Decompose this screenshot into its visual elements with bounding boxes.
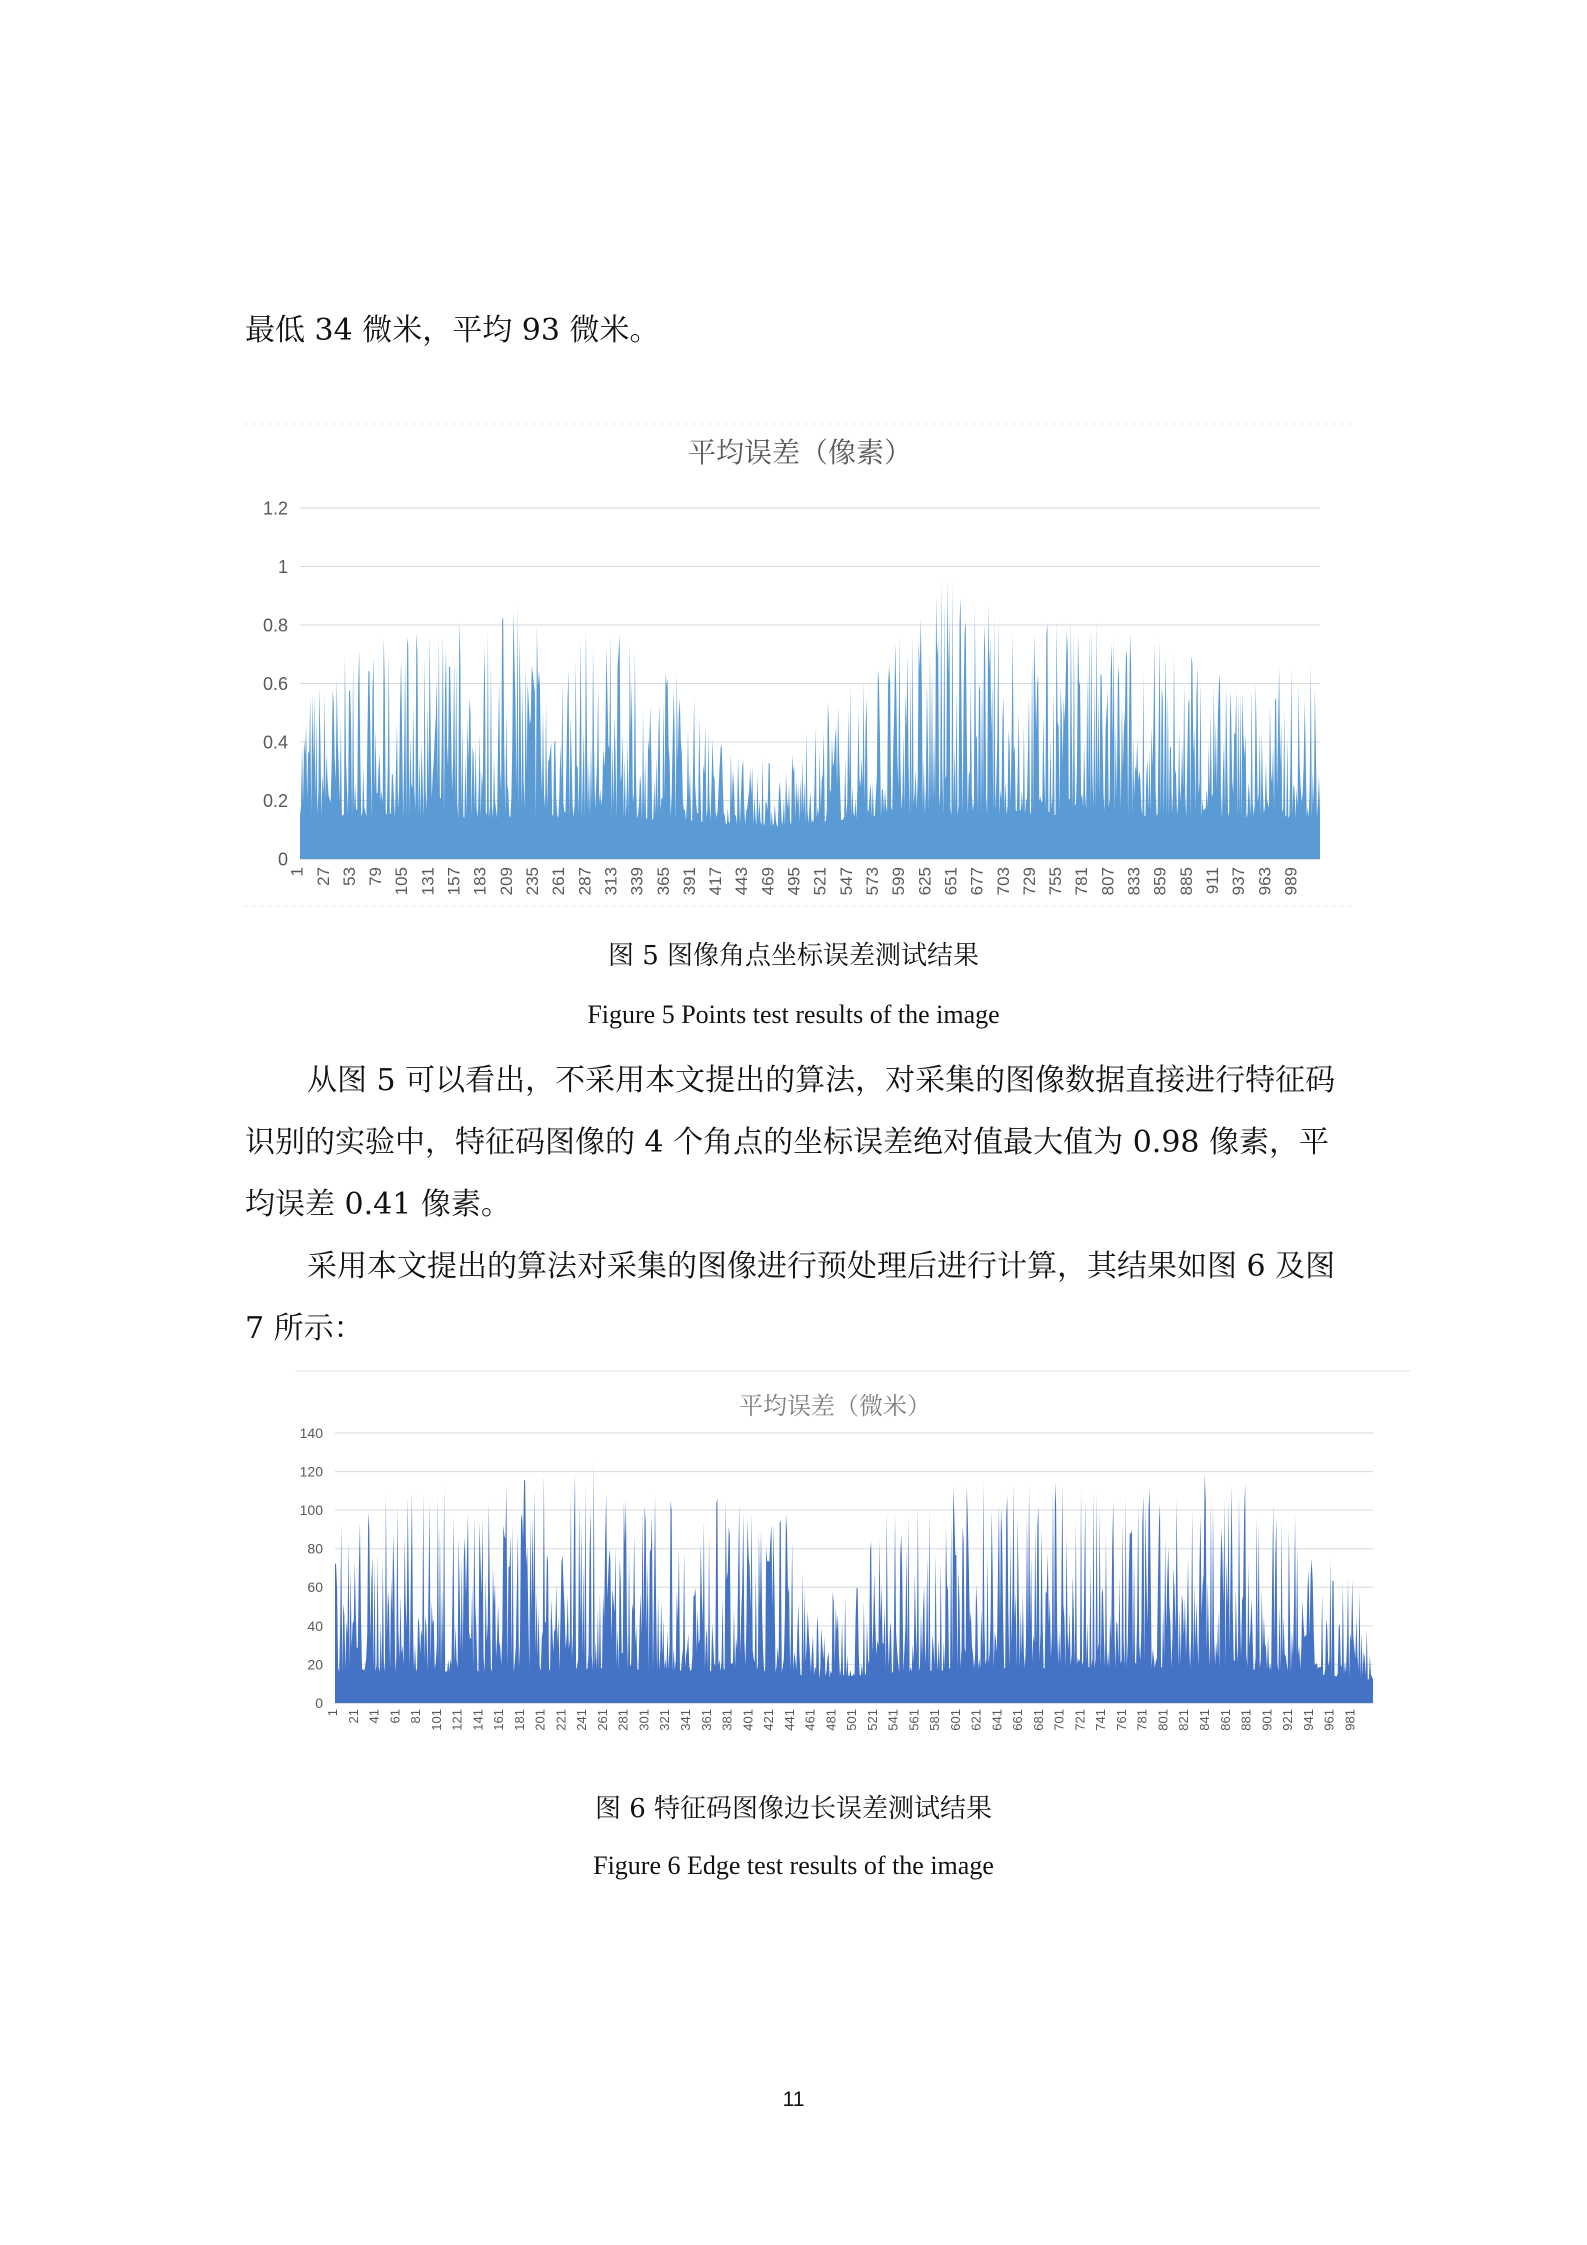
x-tick-label: 1: [325, 1709, 341, 1717]
x-tick-label: 301: [636, 1709, 652, 1731]
y-tick-label: 0.6: [262, 673, 288, 694]
x-tick-label: 443: [732, 867, 752, 896]
x-tick-label: 313: [601, 867, 621, 896]
page-number: 11: [782, 2088, 805, 2111]
x-tick-label: 105: [392, 867, 412, 896]
figure6-chart: [295, 1370, 1410, 1770]
x-tick-label: 621: [968, 1709, 984, 1731]
x-tick-label: 27: [313, 867, 333, 886]
x-tick-label: 885: [1176, 867, 1196, 896]
x-tick-label: 521: [864, 1709, 880, 1731]
x-tick-label: 981: [1342, 1709, 1358, 1731]
x-tick-label: 391: [679, 867, 699, 896]
x-tick-label: 287: [575, 867, 595, 896]
x-tick-label: 561: [906, 1709, 922, 1731]
x-tick-label: 721: [1072, 1709, 1088, 1731]
x-tick-label: 859: [1150, 867, 1170, 896]
x-tick-label: 801: [1155, 1709, 1171, 1731]
chart5-title: 平均误差（像素）: [687, 437, 913, 468]
x-tick-label: 101: [428, 1709, 444, 1731]
chart6-title: 平均误差（微米）: [739, 1393, 931, 1420]
x-tick-label: 729: [1019, 867, 1039, 896]
x-tick-label: 235: [523, 867, 542, 896]
x-tick-label: 321: [657, 1709, 673, 1731]
y-tick-label: 120: [299, 1463, 323, 1480]
figure6-caption-cn: 图 6 特征码图像边长误差测试结果: [594, 1794, 993, 1824]
x-tick-label: 911: [1203, 867, 1222, 895]
x-tick-label: 209: [496, 867, 516, 896]
x-tick-label: 601: [947, 1709, 963, 1731]
figure5-caption-en: Figure 5 Points test results of the image: [587, 1000, 1000, 1029]
x-tick-label: 131: [418, 867, 438, 896]
x-tick-label: 1: [287, 867, 307, 877]
x-tick-label: 121: [449, 1709, 465, 1731]
y-tick-label: 0: [315, 1694, 323, 1711]
paragraph-1: 从图 5 可以看出，不采用本文提出的算法，对采集的图像数据直接进行特征码识别的实验中，特征码图像的 4 个角点的坐标误差绝对值最大值为 0.98 像素，平均误差 0.41 像素。: [245, 1063, 1336, 1222]
x-tick-label: 181: [511, 1709, 527, 1731]
x-tick-label: 261: [594, 1709, 610, 1731]
x-tick-label: 921: [1280, 1709, 1296, 1731]
x-tick-label: 79: [366, 867, 386, 886]
y-tick-label: 140: [299, 1424, 323, 1441]
x-tick-label: 833: [1124, 867, 1144, 896]
x-tick-label: 381: [719, 1709, 735, 1731]
x-tick-label: 681: [1030, 1709, 1046, 1731]
x-tick-label: 961: [1321, 1709, 1337, 1731]
x-tick-label: 989: [1281, 867, 1301, 896]
x-tick-label: 81: [408, 1709, 424, 1724]
x-tick-label: 781: [1072, 867, 1092, 896]
x-tick-label: 547: [836, 867, 856, 896]
x-tick-label: 841: [1196, 1709, 1212, 1731]
x-tick-label: 761: [1113, 1709, 1129, 1731]
x-tick-label: 221: [553, 1709, 569, 1731]
x-tick-label: 361: [698, 1709, 714, 1731]
intro-line: 最低 34 微米，平均 93 微米。: [245, 313, 660, 348]
y-tick-label: 20: [307, 1656, 323, 1673]
x-tick-label: 625: [915, 867, 935, 896]
x-tick-label: 161: [491, 1709, 507, 1731]
x-tick-label: 741: [1093, 1709, 1109, 1731]
paragraph-2: 采用本文提出的算法对采集的图像进行预处理后进行计算，其结果如图 6 及图 7 所示：: [245, 1249, 1336, 1346]
x-tick-label: 703: [993, 867, 1013, 896]
x-tick-label: 421: [761, 1709, 777, 1731]
x-tick-label: 941: [1300, 1709, 1316, 1731]
x-tick-label: 861: [1217, 1709, 1233, 1731]
x-tick-label: 61: [387, 1709, 403, 1724]
x-tick-label: 417: [706, 867, 726, 896]
x-tick-label: 281: [615, 1709, 631, 1731]
x-tick-label: 781: [1134, 1709, 1150, 1731]
chart6-area-series: [335, 1460, 1373, 1703]
x-tick-label: 651: [941, 867, 961, 896]
x-tick-label: 599: [889, 867, 909, 896]
x-tick-label: 261: [549, 867, 569, 896]
figure5-caption-cn: 图 5 图像角点坐标误差测试结果: [607, 941, 980, 971]
x-tick-label: 41: [366, 1709, 382, 1724]
x-tick-label: 677: [967, 867, 987, 896]
x-tick-label: 501: [844, 1709, 860, 1731]
y-tick-label: 0.4: [262, 732, 288, 753]
x-tick-label: 441: [781, 1709, 797, 1731]
x-tick-label: 201: [532, 1709, 548, 1731]
x-tick-label: 963: [1255, 867, 1275, 896]
x-tick-label: 755: [1046, 867, 1066, 896]
x-tick-label: 901: [1259, 1709, 1275, 1731]
x-tick-label: 641: [989, 1709, 1005, 1731]
x-tick-label: 881: [1238, 1709, 1254, 1731]
y-tick-label: 40: [307, 1617, 323, 1634]
x-tick-label: 807: [1098, 867, 1118, 896]
x-tick-label: 241: [574, 1709, 590, 1731]
x-tick-label: 661: [1010, 1709, 1026, 1731]
y-tick-label: 80: [307, 1540, 323, 1557]
x-tick-label: 469: [758, 867, 778, 896]
y-tick-label: 100: [299, 1502, 323, 1519]
x-tick-label: 21: [345, 1709, 361, 1724]
y-tick-label: 60: [307, 1579, 323, 1596]
x-tick-label: 581: [927, 1709, 943, 1731]
x-tick-label: 341: [677, 1709, 693, 1731]
x-tick-label: 481: [823, 1709, 839, 1731]
x-tick-label: 339: [627, 867, 647, 896]
x-tick-label: 365: [653, 867, 673, 896]
y-tick-label: 0: [277, 849, 288, 870]
x-tick-label: 461: [802, 1709, 818, 1731]
x-tick-label: 157: [444, 867, 464, 896]
y-tick-label: 1: [277, 556, 288, 577]
x-tick-label: 573: [863, 867, 882, 896]
figure6-caption-en: Figure 6 Edge test results of the image: [593, 1851, 994, 1880]
x-tick-label: 541: [885, 1709, 901, 1731]
chart5-area-series: [300, 580, 1320, 859]
x-tick-label: 701: [1051, 1709, 1067, 1731]
x-tick-label: 495: [784, 867, 804, 896]
figure5-chart: [245, 420, 1355, 910]
x-tick-label: 937: [1229, 866, 1249, 896]
y-tick-label: 0.8: [262, 615, 288, 636]
x-tick-label: 401: [740, 1709, 756, 1731]
x-tick-label: 821: [1176, 1709, 1192, 1731]
x-tick-label: 521: [810, 867, 830, 896]
y-tick-label: 0.2: [262, 790, 288, 811]
x-tick-label: 183: [470, 867, 490, 896]
y-tick-label: 1.2: [262, 498, 288, 519]
x-tick-label: 53: [339, 867, 359, 886]
x-tick-label: 141: [470, 1709, 486, 1731]
